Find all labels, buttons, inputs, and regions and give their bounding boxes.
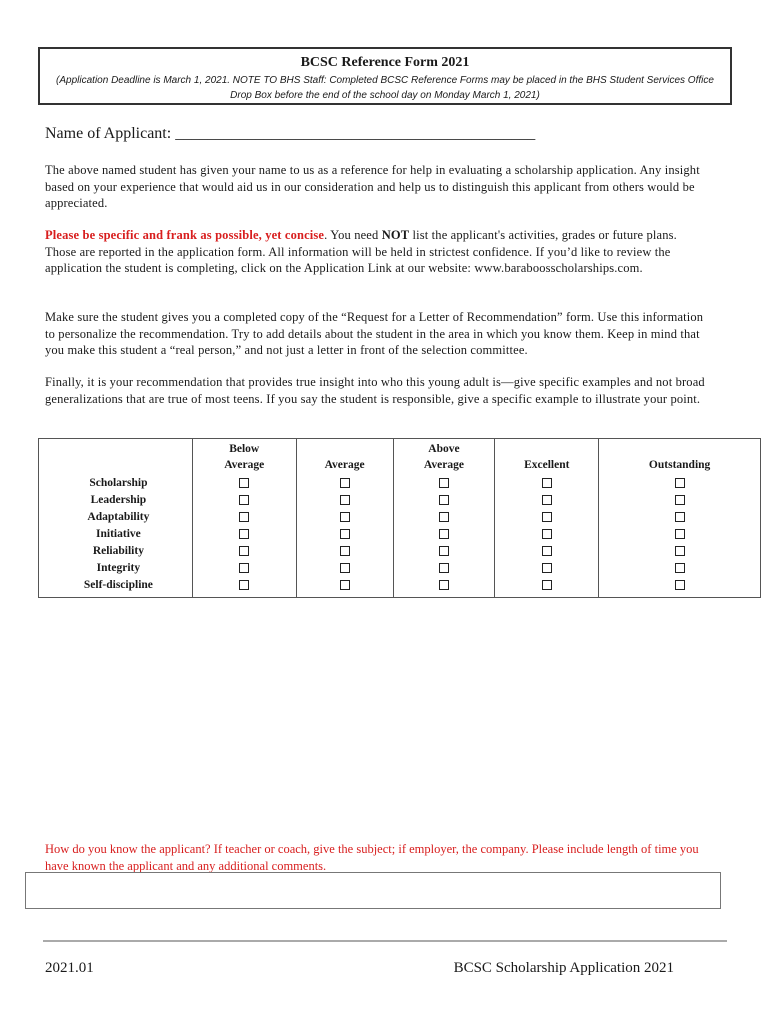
rating-cell-outstanding <box>599 559 761 576</box>
checkbox-below-average[interactable] <box>239 563 249 573</box>
rating-cell-outstanding <box>599 491 761 508</box>
rating-cell-below-average <box>192 576 296 598</box>
rating-row <box>39 576 761 598</box>
footer-version: 2021.01 <box>45 960 94 976</box>
rating-cell-excellent <box>495 559 599 576</box>
trait-label: Scholarship <box>39 474 193 491</box>
rating-cell-average <box>296 559 393 576</box>
relationship-question: How do you know the applicant? If teacher or coach, give the subject; if employer, the company. Please include length of time you have known the applicant and any additional comments. <box>45 842 699 873</box>
rating-cell-excellent <box>495 542 599 559</box>
checkbox-average[interactable] <box>340 580 350 590</box>
checkbox-above-average[interactable] <box>439 529 449 539</box>
rating-cell-above-average <box>393 576 495 598</box>
rating-cell-below-average <box>192 491 296 508</box>
rating-cell-excellent <box>495 576 599 598</box>
form-title: BCSC Reference Form 2021 <box>300 55 470 70</box>
rating-cell-above-average <box>393 508 495 525</box>
checkbox-above-average[interactable] <box>439 495 449 505</box>
rating-cell-above-average <box>393 559 495 576</box>
intro-paragraph-1: The above named student has given your name to us as a reference for help in evaluating a scholarship application. Any insight based on your experience that would aid us in our consideration and help us to distinguish this applicant from others would be appreciated. <box>45 163 700 210</box>
checkbox-outstanding[interactable] <box>675 512 685 522</box>
checkbox-above-average[interactable] <box>439 512 449 522</box>
rating-cell-below-average <box>192 542 296 559</box>
intro-paragraph-3: Make sure the student gives you a completed copy of the “Request for a Letter of Recommendation” form. Use this information to personalize the recommendation. Try to add details about the student in the area in which you know them. Keep in mind that you make this student a “real person,” and not just a letter in front of the selection committee. <box>45 310 704 357</box>
rating-cell-outstanding <box>599 508 761 525</box>
checkbox-excellent[interactable] <box>542 580 552 590</box>
rating-row <box>39 474 761 491</box>
rating-cell-outstanding <box>599 576 761 598</box>
rating-cell-below-average <box>192 474 296 491</box>
trait-label: Integrity <box>39 559 193 576</box>
footer-title: BCSC Scholarship Application 2021 <box>453 960 674 976</box>
rating-cell-outstanding <box>599 474 761 491</box>
trait-column-header <box>39 439 193 475</box>
intro-paragraph-4: Finally, it is your recommendation that provides true insight into who this young adult is—give specific examples and not broad generalizations that are true of most teens. If you say the student is responsible, give a specific example to illustrate your point. <box>45 375 705 406</box>
rating-cell-average <box>296 508 393 525</box>
checkbox-above-average[interactable] <box>439 580 449 590</box>
checkbox-below-average[interactable] <box>239 478 249 488</box>
footer-divider <box>43 940 727 942</box>
rating-row <box>39 559 761 576</box>
column-header-excellent: Excellent <box>495 439 599 475</box>
rating-cell-excellent <box>495 525 599 542</box>
rating-row <box>39 491 761 508</box>
trait-label: Adaptability <box>39 508 193 525</box>
checkbox-excellent[interactable] <box>542 512 552 522</box>
trait-label: Self-discipline <box>39 576 193 598</box>
checkbox-outstanding[interactable] <box>675 563 685 573</box>
trait-label: Leadership <box>39 491 193 508</box>
checkbox-average[interactable] <box>340 529 350 539</box>
rating-cell-above-average <box>393 474 495 491</box>
deadline-note: (Application Deadline is March 1, 2021. NOTE TO BHS Staff: Completed BCSC Reference Forms may be placed in the BHS Student Services Office Drop Box before the end of the school day on Monday March 1, 2021) <box>56 75 714 101</box>
rating-row <box>39 525 761 542</box>
checkbox-excellent[interactable] <box>542 563 552 573</box>
checkbox-above-average[interactable] <box>439 478 449 488</box>
checkbox-average[interactable] <box>340 512 350 522</box>
checkbox-above-average[interactable] <box>439 563 449 573</box>
rating-cell-below-average <box>192 559 296 576</box>
checkbox-below-average[interactable] <box>239 529 249 539</box>
rating-cell-excellent <box>495 508 599 525</box>
checkbox-outstanding[interactable] <box>675 529 685 539</box>
checkbox-outstanding[interactable] <box>675 495 685 505</box>
rating-cell-excellent <box>495 474 599 491</box>
trait-label: Reliability <box>39 542 193 559</box>
column-header-outstanding: Outstanding <box>599 439 761 475</box>
rating-cell-average <box>296 576 393 598</box>
checkbox-average[interactable] <box>340 478 350 488</box>
rating-cell-average <box>296 491 393 508</box>
rating-cell-above-average <box>393 542 495 559</box>
rating-cell-above-average <box>393 525 495 542</box>
rating-cell-below-average <box>192 525 296 542</box>
rating-cell-below-average <box>192 508 296 525</box>
rating-cell-excellent <box>495 491 599 508</box>
rating-cell-above-average <box>393 491 495 508</box>
instruction-highlight: Please be specific and frank as possible, yet concise <box>45 228 325 242</box>
trait-label: Initiative <box>39 525 193 542</box>
rating-cell-outstanding <box>599 542 761 559</box>
checkbox-excellent[interactable] <box>542 495 552 505</box>
intro-p2-emphasis: NOT <box>381 228 410 242</box>
checkbox-excellent[interactable] <box>542 478 552 488</box>
checkbox-below-average[interactable] <box>239 580 249 590</box>
intro-p2-text-b: list the applicant's activities, grades or future plans. Those are reported in the application form. All information will be held in strictest confidence. If you’d like to review the application the student is completing, click on the Application Link at our website: www.baraboosscholarships.com. <box>45 228 677 275</box>
rating-cell-average <box>296 525 393 542</box>
column-header-average: Average <box>296 439 393 475</box>
rating-row <box>39 542 761 559</box>
checkbox-excellent[interactable] <box>542 546 552 556</box>
rating-row <box>39 508 761 525</box>
rating-table <box>38 438 761 598</box>
checkbox-outstanding[interactable] <box>675 580 685 590</box>
checkbox-outstanding[interactable] <box>675 546 685 556</box>
applicant-name-field[interactable]: Name of Applicant: _____________________________________________ <box>45 125 536 142</box>
rating-cell-average <box>296 474 393 491</box>
checkbox-outstanding[interactable] <box>675 478 685 488</box>
checkbox-below-average[interactable] <box>239 546 249 556</box>
rating-cell-average <box>296 542 393 559</box>
intro-paragraph-2 <box>45 227 710 277</box>
checkbox-below-average[interactable] <box>239 495 249 505</box>
checkbox-average[interactable] <box>340 546 350 556</box>
column-header-below-average: Below Average <box>192 439 296 475</box>
rating-cell-outstanding <box>599 525 761 542</box>
checkbox-above-average[interactable] <box>439 546 449 556</box>
checkbox-average[interactable] <box>340 495 350 505</box>
intro-p2-text-a: . You need <box>324 228 382 242</box>
rating-header-row <box>39 439 761 475</box>
form-header <box>38 47 732 105</box>
comments-answer-box[interactable] <box>25 872 721 909</box>
checkbox-excellent[interactable] <box>542 529 552 539</box>
checkbox-average[interactable] <box>340 563 350 573</box>
checkbox-below-average[interactable] <box>239 512 249 522</box>
column-header-above-average: Above Average <box>393 439 495 475</box>
